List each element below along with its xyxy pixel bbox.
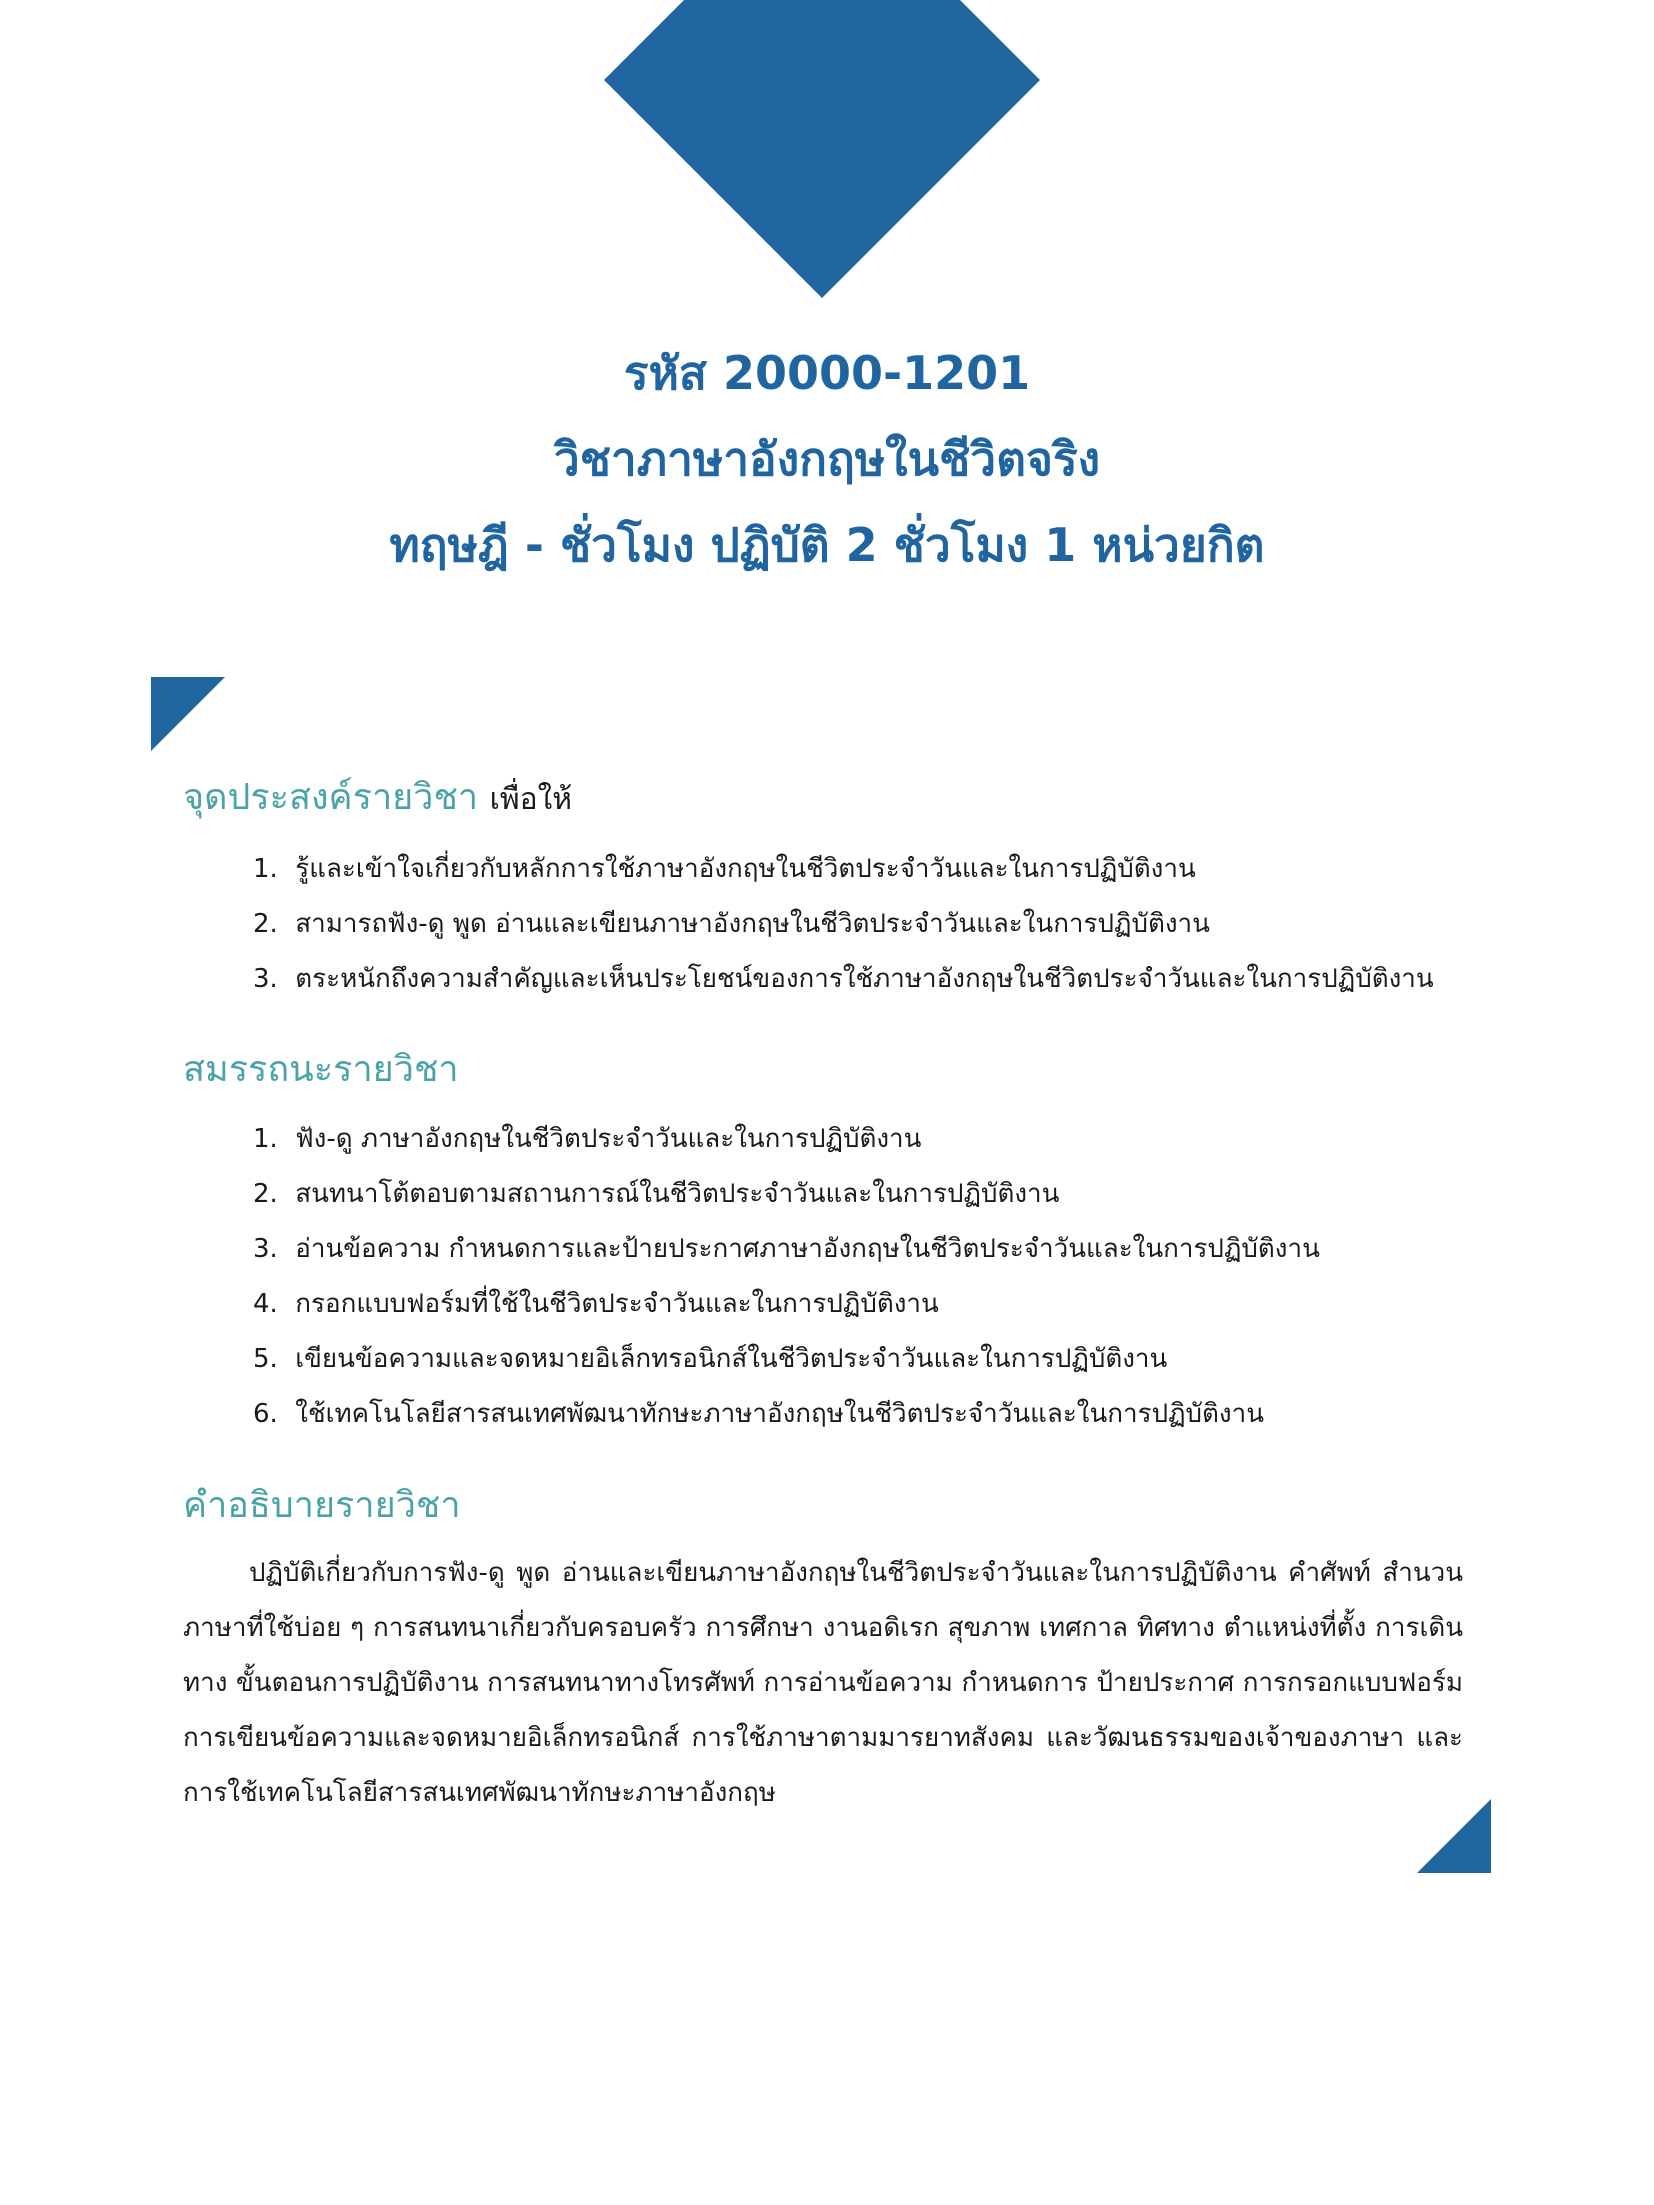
course-code: รหัส 20000-1201 bbox=[623, 346, 1031, 400]
course-title-block bbox=[0, 330, 1654, 588]
list-item-number: 3. bbox=[253, 964, 278, 994]
list-item-text: ตระหนักถึงความสำคัญและเห็นประโยชน์ของการใช้ภาษาอังกฤษในชีวิตประจำวันและในการปฏิบัติงาน bbox=[295, 964, 1434, 994]
description-section bbox=[183, 1478, 1463, 1821]
list-item-text: กรอกแบบฟอร์มที่ใช้ในชีวิตประจำวันและในการปฏิบัติงาน bbox=[295, 1289, 939, 1319]
list-item-number: 6. bbox=[253, 1399, 278, 1429]
course-subject: วิชาภาษาอังกฤษในชีวิตจริง bbox=[553, 432, 1101, 486]
competencies-heading-label: สมรรถนะรายวิชา bbox=[183, 1049, 459, 1090]
objectives-heading-suffix: เพื่อให้ bbox=[489, 782, 573, 817]
objectives-section bbox=[183, 770, 1463, 1007]
list-item-text: เขียนข้อความและจดหมายอิเล็กทรอนิกส์ในชีวิตประจำวันและในการปฏิบัติงาน bbox=[295, 1344, 1168, 1374]
description-heading bbox=[183, 1478, 1463, 1534]
list-item-text: ฟัง-ดู ภาษาอังกฤษในชีวิตประจำวันและในการปฏิบัติงาน bbox=[295, 1124, 922, 1154]
list-item bbox=[253, 1222, 1463, 1277]
list-item bbox=[253, 842, 1463, 897]
list-item bbox=[253, 1277, 1463, 1332]
list-item-number: 2. bbox=[253, 1179, 278, 1209]
objectives-heading bbox=[183, 770, 1463, 828]
list-item-number: 2. bbox=[253, 909, 278, 939]
list-item-text: รู้และเข้าใจเกี่ยวกับหลักการใช้ภาษาอังกฤษในชีวิตประจำวันและในการปฏิบัติงาน bbox=[295, 854, 1196, 884]
list-item bbox=[253, 1332, 1463, 1387]
list-item bbox=[253, 1112, 1463, 1167]
competencies-heading bbox=[183, 1042, 1463, 1098]
competencies-list bbox=[183, 1112, 1463, 1442]
objectives-heading-label: จุดประสงค์รายวิชา bbox=[183, 777, 479, 818]
list-item bbox=[253, 1387, 1463, 1442]
course-hours: ทฤษฎี - ชั่วโมง ปฏิบัติ 2 ชั่วโมง 1 หน่วยกิต bbox=[389, 518, 1265, 572]
list-item bbox=[253, 897, 1463, 952]
objectives-list bbox=[183, 842, 1463, 1007]
list-item-number: 1. bbox=[253, 854, 278, 884]
list-item-text: สามารถฟัง-ดู พูด อ่านและเขียนภาษาอังกฤษในชีวิตประจำวันและในการปฏิบัติงาน bbox=[295, 909, 1210, 939]
decorative-corner-triangle-bottom-right bbox=[1417, 1799, 1491, 1873]
description-paragraph: ปฏิบัติเกี่ยวกับการฟัง-ดู พูด อ่านและเขียนภาษาอังกฤษในชีวิตประจำวันและในการปฏิบัติงาน คำศัพท์ สำนวนภาษาที่ใช้บ่อย ๆ การสนทนาเกี่ยวกับครอบครัว การศึกษา งานอดิเรก สุขภาพ เทศกาล ทิศทาง ตำแหน่งที่ตั้ง การเดินทาง ขั้นตอนการปฏิบัติงาน การสนทนาทางโทรศัพท์ การอ่านข้อความ กำหนดการ ป้ายประกาศ การกรอกแบบฟอร์ม การเขียนข้อความและจดหมายอิเล็กทรอนิกส์ การใช้ภาษาตามมารยาทสังคม และวัฒนธรรมของเจ้าของภาษา และการใช้เทคโนโลยีสารสนเทศพัฒนาทักษะภาษาอังกฤษ bbox=[183, 1558, 1463, 1808]
list-item-number: 1. bbox=[253, 1124, 278, 1154]
list-item bbox=[253, 1167, 1463, 1222]
list-item-number: 3. bbox=[253, 1234, 278, 1264]
competencies-section bbox=[183, 1042, 1463, 1442]
decorative-corner-triangle-top-left bbox=[151, 677, 225, 751]
list-item-text: สนทนาโต้ตอบตามสถานการณ์ในชีวิตประจำวันและในการปฏิบัติงาน bbox=[295, 1179, 1060, 1209]
list-item-number: 5. bbox=[253, 1344, 278, 1374]
description-heading-label: คำอธิบายรายวิชา bbox=[183, 1485, 461, 1526]
list-item-number: 4. bbox=[253, 1289, 278, 1319]
list-item-text: อ่านข้อความ กำหนดการและป้ายประกาศภาษาอังกฤษในชีวิตประจำวันและในการปฏิบัติงาน bbox=[295, 1234, 1320, 1264]
list-item bbox=[253, 952, 1463, 1007]
list-item-text: ใช้เทคโนโลยีสารสนเทศพัฒนาทักษะภาษาอังกฤษในชีวิตประจำวันและในการปฏิบัติงาน bbox=[295, 1399, 1264, 1429]
decorative-diamond-shape bbox=[604, 0, 1040, 298]
